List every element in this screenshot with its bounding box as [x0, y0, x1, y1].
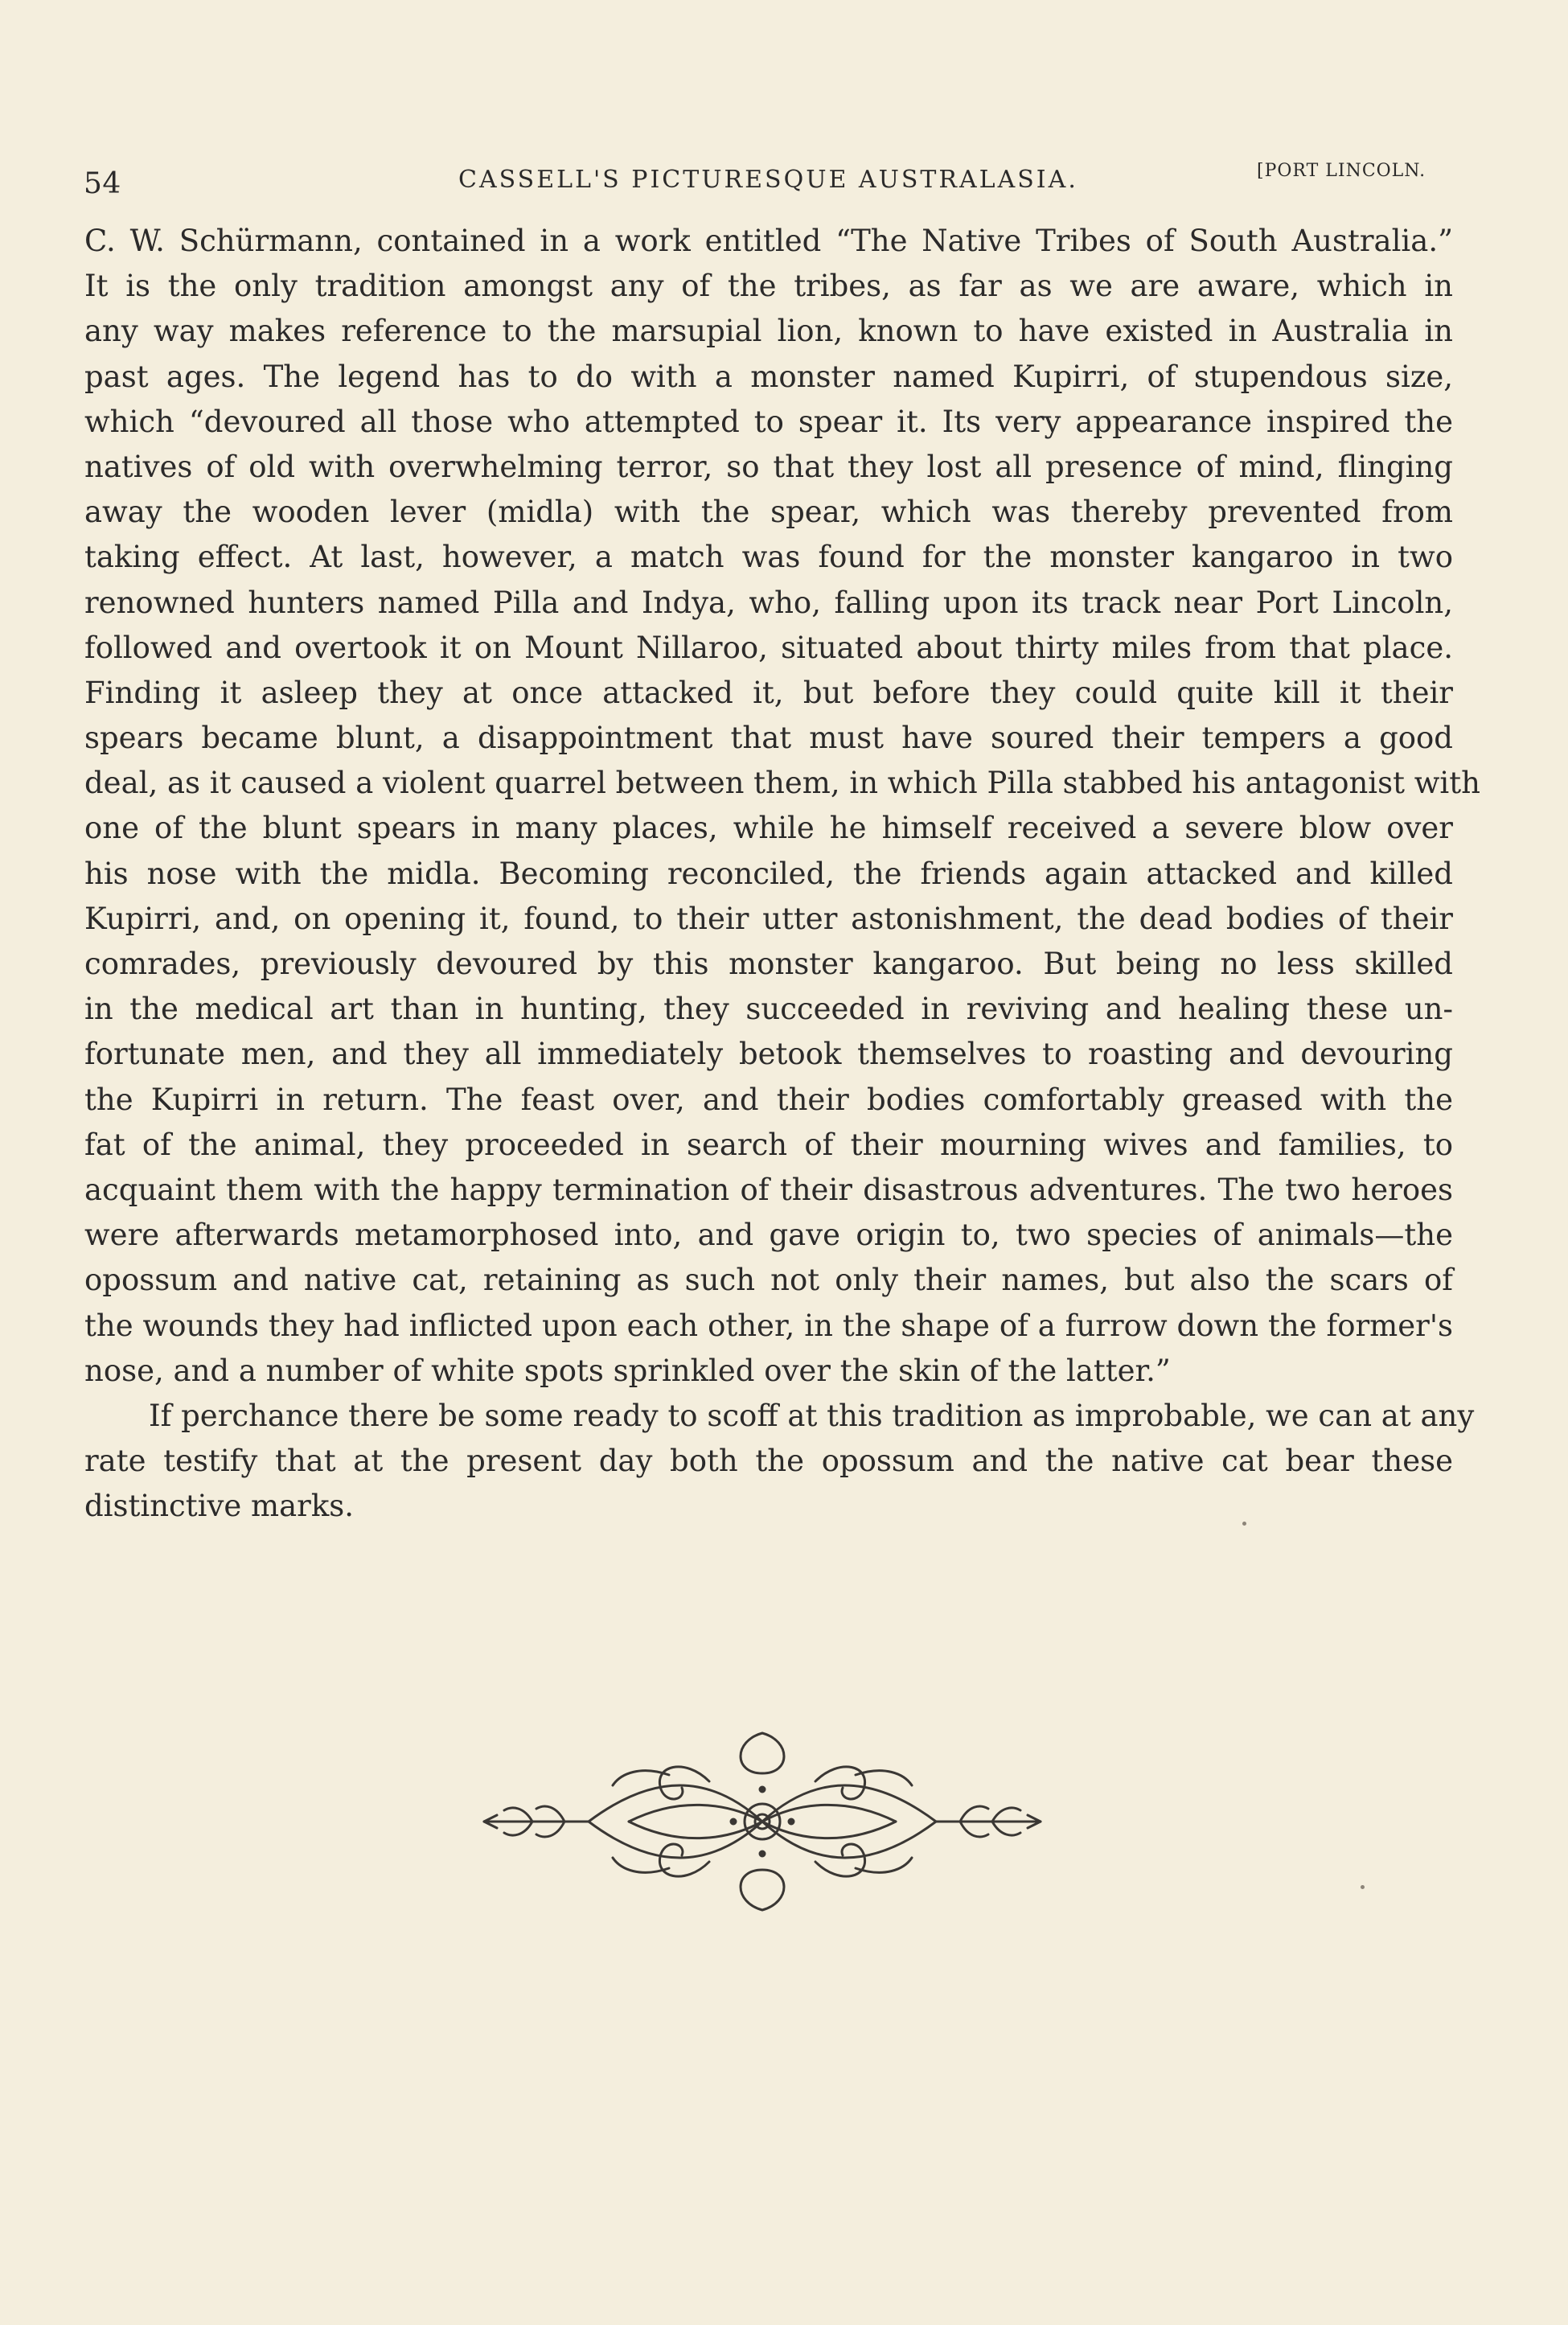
text-line: in the medical art than in hunting, they succeeded in reviving and healing these un- [84, 992, 1453, 1027]
text-line: Kupirri, and, on opening it, found, to their utter astonishment, the dead bodies of their [84, 901, 1453, 936]
text-line: the Kupirri in return. The feast over, and their bodies comfortably greased with the [84, 1082, 1453, 1117]
text-line: C. W. Schürmann, contained in a work entitled “The Native Tribes of South Australia.” [84, 224, 1453, 258]
text-line: natives of old with overwhelming terror, so that they lost all presence of mind, flinging [84, 449, 1453, 484]
text-line: opossum and native cat, retaining as such not only their names, but also the scars of [84, 1263, 1453, 1298]
text-line: one of the blunt spears in many places, while he himself received a severe blow over [84, 811, 1453, 846]
text-line: were afterwards metamorphosed into, and gave origin to, two species of animals—the [84, 1218, 1453, 1253]
text-line: nose, and a number of white spots sprinkled over the skin of the latter.” [84, 1353, 1171, 1388]
text-line: the wounds they had inflicted upon each other, in the shape of a furrow down the former's [84, 1308, 1453, 1343]
text-line: If perchance there be some ready to scoff at this tradition as improbable, we can at any [149, 1398, 1475, 1433]
text-line: fortunate men, and they all immediately betook themselves to roasting and devouring [84, 1037, 1453, 1072]
text-line: comrades, previously devoured by this monster kangaroo. But being no less skilled [84, 947, 1453, 981]
text-line: which “devoured all those who attempted to spear it. Its very appearance inspired the [84, 404, 1453, 439]
text-line: It is the only tradition amongst any of the tribes, as far as we are aware, which in [84, 269, 1453, 304]
stray-mark [1242, 1522, 1246, 1526]
text-line: his nose with the midla. Becoming reconciled, the friends again attacked and killed [84, 856, 1453, 891]
text-line: past ages. The legend has to do with a monster named Kupirri, of stupendous size, [84, 359, 1453, 394]
text-line: followed and overtook it on Mount Nillaroo, situated about thirty miles from that place. [84, 630, 1453, 665]
page-number: 54 [84, 167, 121, 200]
text-line: Finding it asleep they at once attacked it, but before they could quite kill it their [84, 675, 1453, 710]
text-line: away the wooden lever (midla) with the spear, which was thereby prevented from [84, 495, 1453, 530]
text-line: fat of the animal, they proceeded in search of their mourning wives and families, to [84, 1127, 1453, 1162]
text-line: distinctive marks. [84, 1489, 355, 1524]
text-line: taking effect. At last, however, a match was found for the monster kangaroo in two [84, 540, 1453, 575]
text-line: deal, as it caused a violent quarrel between them, in which Pilla stabbed his antagonist with [84, 766, 1480, 801]
stray-mark [1361, 1885, 1365, 1889]
tailpiece-ornament-icon [468, 1725, 1057, 1918]
running-title: CASSELL'S PICTURESQUE AUSTRALASIA. [458, 166, 1078, 194]
text-line: spears became blunt, a disappointment that must have soured their tempers a good [84, 721, 1453, 756]
text-line: acquaint them with the happy termination of their disastrous adventures. The two heroes [84, 1172, 1453, 1207]
body-text [84, 219, 1480, 1529]
text-line: any way makes reference to the marsupial lion, known to have existed in Australia in [84, 314, 1453, 349]
text-line: rate testify that at the present day both the opossum and the native cat bear these [84, 1444, 1453, 1479]
section-tag: [PORT LINCOLN. [1257, 161, 1426, 181]
text-line: renowned hunters named Pilla and Indya, who, falling upon its track near Port Lincoln, [84, 585, 1453, 620]
